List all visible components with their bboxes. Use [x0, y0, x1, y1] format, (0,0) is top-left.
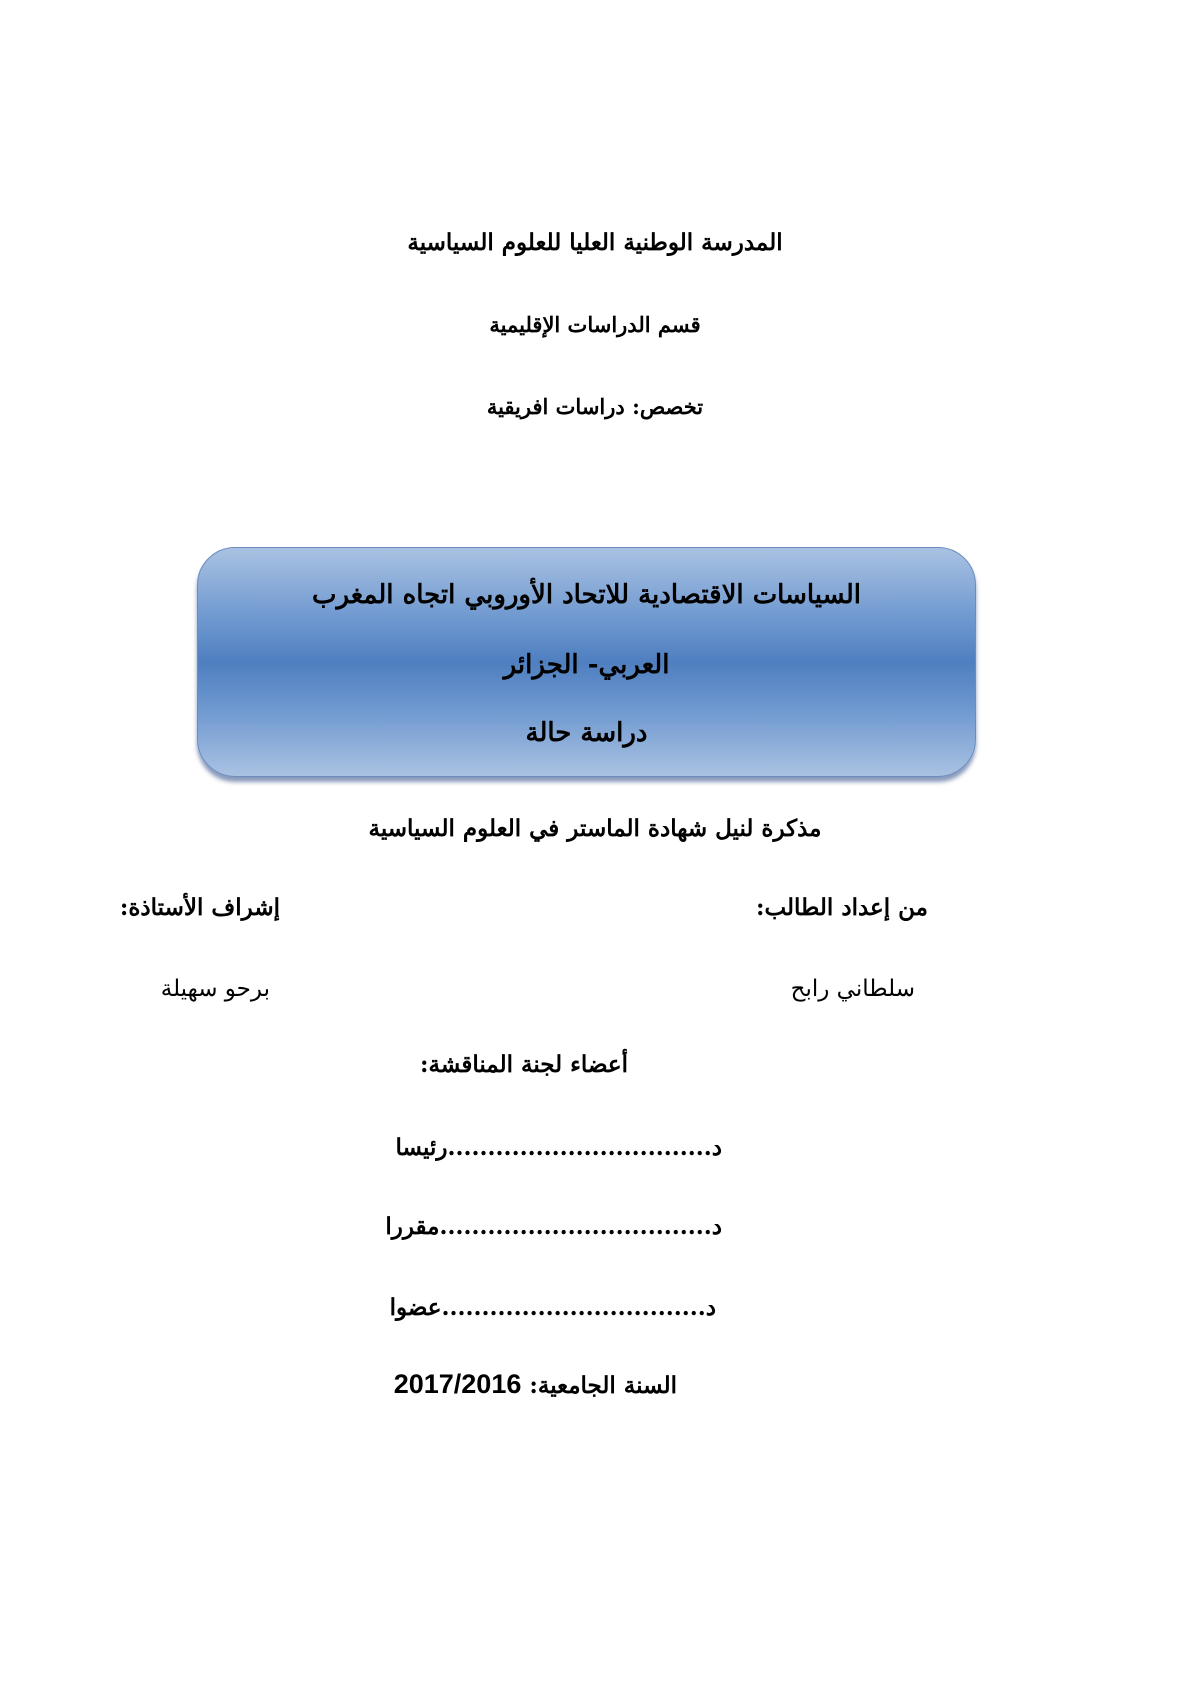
committee-member-chair: د.................................رئيسا: [395, 1134, 722, 1161]
committee-heading: أعضاء لجنة المناقشة:: [420, 1051, 628, 1078]
committee-member-rapporteur: د..................................مقررا: [385, 1213, 722, 1240]
academic-year-label: السنة الجامعية:: [529, 1372, 677, 1399]
academic-year: [394, 1369, 677, 1401]
thesis-note: مذكرة لنيل شهادة الماستر في العلوم السياسية: [368, 815, 822, 842]
school-name: المدرسة الوطنية العليا للعلوم السياسية: [407, 229, 783, 256]
supervisor-label: إشراف الأستاذة:: [119, 894, 280, 921]
specialty: تخصص: دراسات افريقية: [486, 394, 704, 419]
committee-member-member: د.................................عضوا: [389, 1294, 716, 1321]
supervisor-name: برحو سهيلة: [160, 976, 270, 1002]
thesis-title-line-2: العربي- الجزائر: [503, 650, 670, 680]
student-name: سلطاني رابح: [790, 976, 915, 1002]
academic-year-value: 2017/2016: [393, 1369, 522, 1399]
thesis-title-line-1: السياسات الاقتصادية للاتحاد الأوروبي اتجاه المغرب: [311, 580, 861, 610]
department-name: قسم الدراسات الإقليمية: [489, 312, 701, 337]
student-label: من إعداد الطالب:: [755, 894, 928, 921]
thesis-title-line-3: دراسة حالة: [525, 718, 648, 748]
thesis-title-box: [197, 547, 976, 777]
